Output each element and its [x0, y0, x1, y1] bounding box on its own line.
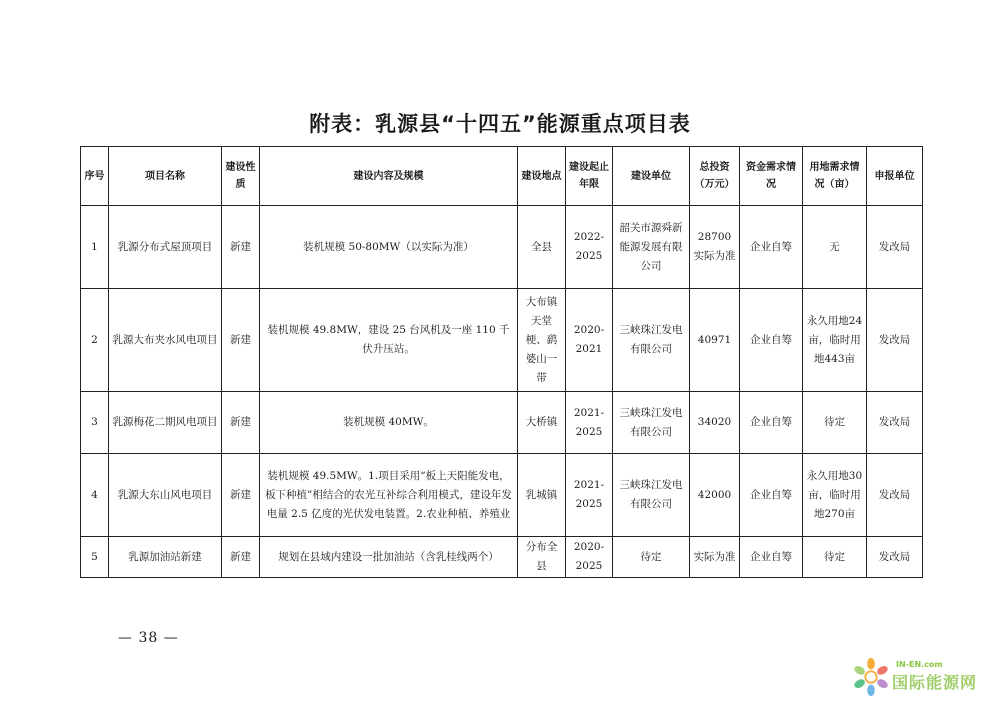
page-number: — 38 — — [118, 630, 179, 646]
cell-investment: 28700实际为准 — [690, 206, 740, 289]
header-cell: 建设起止年限 — [566, 147, 613, 206]
cell-funding: 企业自筹 — [740, 289, 803, 392]
cell-content: 装机规模 40MW。 — [260, 392, 518, 454]
cell-type: 新建 — [222, 289, 260, 392]
cell-land: 待定 — [803, 392, 867, 454]
header-row — [81, 147, 923, 206]
header-cell: 建设内容及规模 — [260, 147, 518, 206]
cell-investment: 40971 — [690, 289, 740, 392]
cell-applicant: 发改局 — [867, 454, 923, 537]
cell-unit: 三峡珠江发电有限公司 — [613, 392, 690, 454]
cell-investment: 42000 — [690, 454, 740, 537]
cell-unit: 韶关市源舜新能源发展有限公司 — [613, 206, 690, 289]
cell-applicant: 发改局 — [867, 206, 923, 289]
cell-type: 新建 — [222, 454, 260, 537]
cell-name: 乳源大东山风电项目 — [109, 454, 222, 537]
cell-applicant: 发改局 — [867, 537, 923, 578]
table-row — [81, 537, 923, 578]
cell-period: 2020-2021 — [566, 289, 613, 392]
header-cell: 项目名称 — [109, 147, 222, 206]
table-row — [81, 206, 923, 289]
header-cell: 资金需求情况 — [740, 147, 803, 206]
cell-location: 大桥镇 — [518, 392, 566, 454]
sunflower-icon — [852, 658, 890, 696]
cell-period: 2020-2025 — [566, 537, 613, 578]
cell-land: 永久用地24亩，临时用地443亩 — [803, 289, 867, 392]
cell-content: 装机规模 49.5MW。1.项目采用“板上天阳能发电，板下种植”相结合的农光互补综合利用模式，建设年发电量 2.5 亿度的光伏发电装置。2.农业种植、养殖业 — [260, 454, 518, 537]
header-cell: 总投资（万元） — [690, 147, 740, 206]
cell-no: 1 — [81, 206, 109, 289]
watermark-en: IN-EN.com — [896, 660, 943, 669]
watermark-logo — [852, 656, 992, 698]
header-cell: 用地需求情况（亩） — [803, 147, 867, 206]
cell-name: 乳源梅花二期风电项目 — [109, 392, 222, 454]
cell-location: 大布镇天堂梗、鹞婆山一带 — [518, 289, 566, 392]
cell-location: 全县 — [518, 206, 566, 289]
watermark-cn: 国际能源网 — [892, 673, 978, 692]
cell-content: 规划在县域内建设一批加油站（含乳桂线两个） — [260, 537, 518, 578]
cell-funding: 企业自筹 — [740, 206, 803, 289]
cell-land: 永久用地30亩，临时用地270亩 — [803, 454, 867, 537]
cell-applicant: 发改局 — [867, 392, 923, 454]
cell-no: 2 — [81, 289, 109, 392]
cell-name: 乳源大布夹水风电项目 — [109, 289, 222, 392]
cell-period: 2021-2025 — [566, 392, 613, 454]
header-cell: 建设地点 — [518, 147, 566, 206]
cell-investment: 34020 — [690, 392, 740, 454]
projects-table — [80, 146, 923, 578]
cell-applicant: 发改局 — [867, 289, 923, 392]
cell-no: 4 — [81, 454, 109, 537]
page-title: 附表：乳源县“十四五”能源重点项目表 — [309, 112, 691, 136]
cell-land: 无 — [803, 206, 867, 289]
cell-period: 2022-2025 — [566, 206, 613, 289]
cell-unit: 三峡珠江发电有限公司 — [613, 454, 690, 537]
cell-no: 3 — [81, 392, 109, 454]
cell-type: 新建 — [222, 537, 260, 578]
cell-type: 新建 — [222, 392, 260, 454]
table-row — [81, 289, 923, 392]
cell-funding: 企业自筹 — [740, 537, 803, 578]
cell-name: 乳源加油站新建 — [109, 537, 222, 578]
cell-unit: 待定 — [613, 537, 690, 578]
cell-no: 5 — [81, 537, 109, 578]
cell-name: 乳源分布式屋顶项目 — [109, 206, 222, 289]
cell-funding: 企业自筹 — [740, 392, 803, 454]
cell-investment: 实际为准 — [690, 537, 740, 578]
cell-land: 待定 — [803, 537, 867, 578]
header-cell: 建设单位 — [613, 147, 690, 206]
cell-unit: 三峡珠江发电有限公司 — [613, 289, 690, 392]
cell-location: 乳城镇 — [518, 454, 566, 537]
cell-funding: 企业自筹 — [740, 454, 803, 537]
table-row — [81, 392, 923, 454]
header-cell: 申报单位 — [867, 147, 923, 206]
cell-type: 新建 — [222, 206, 260, 289]
cell-content: 装机规模 49.8MW，建设 25 台风机及一座 110 千伏升压站。 — [260, 289, 518, 392]
cell-content: 装机规模 50-80MW（以实际为准） — [260, 206, 518, 289]
table-row — [81, 454, 923, 537]
cell-period: 2021-2025 — [566, 454, 613, 537]
header-cell: 序号 — [81, 147, 109, 206]
header-cell: 建设性质 — [222, 147, 260, 206]
cell-location: 分布全县 — [518, 537, 566, 578]
